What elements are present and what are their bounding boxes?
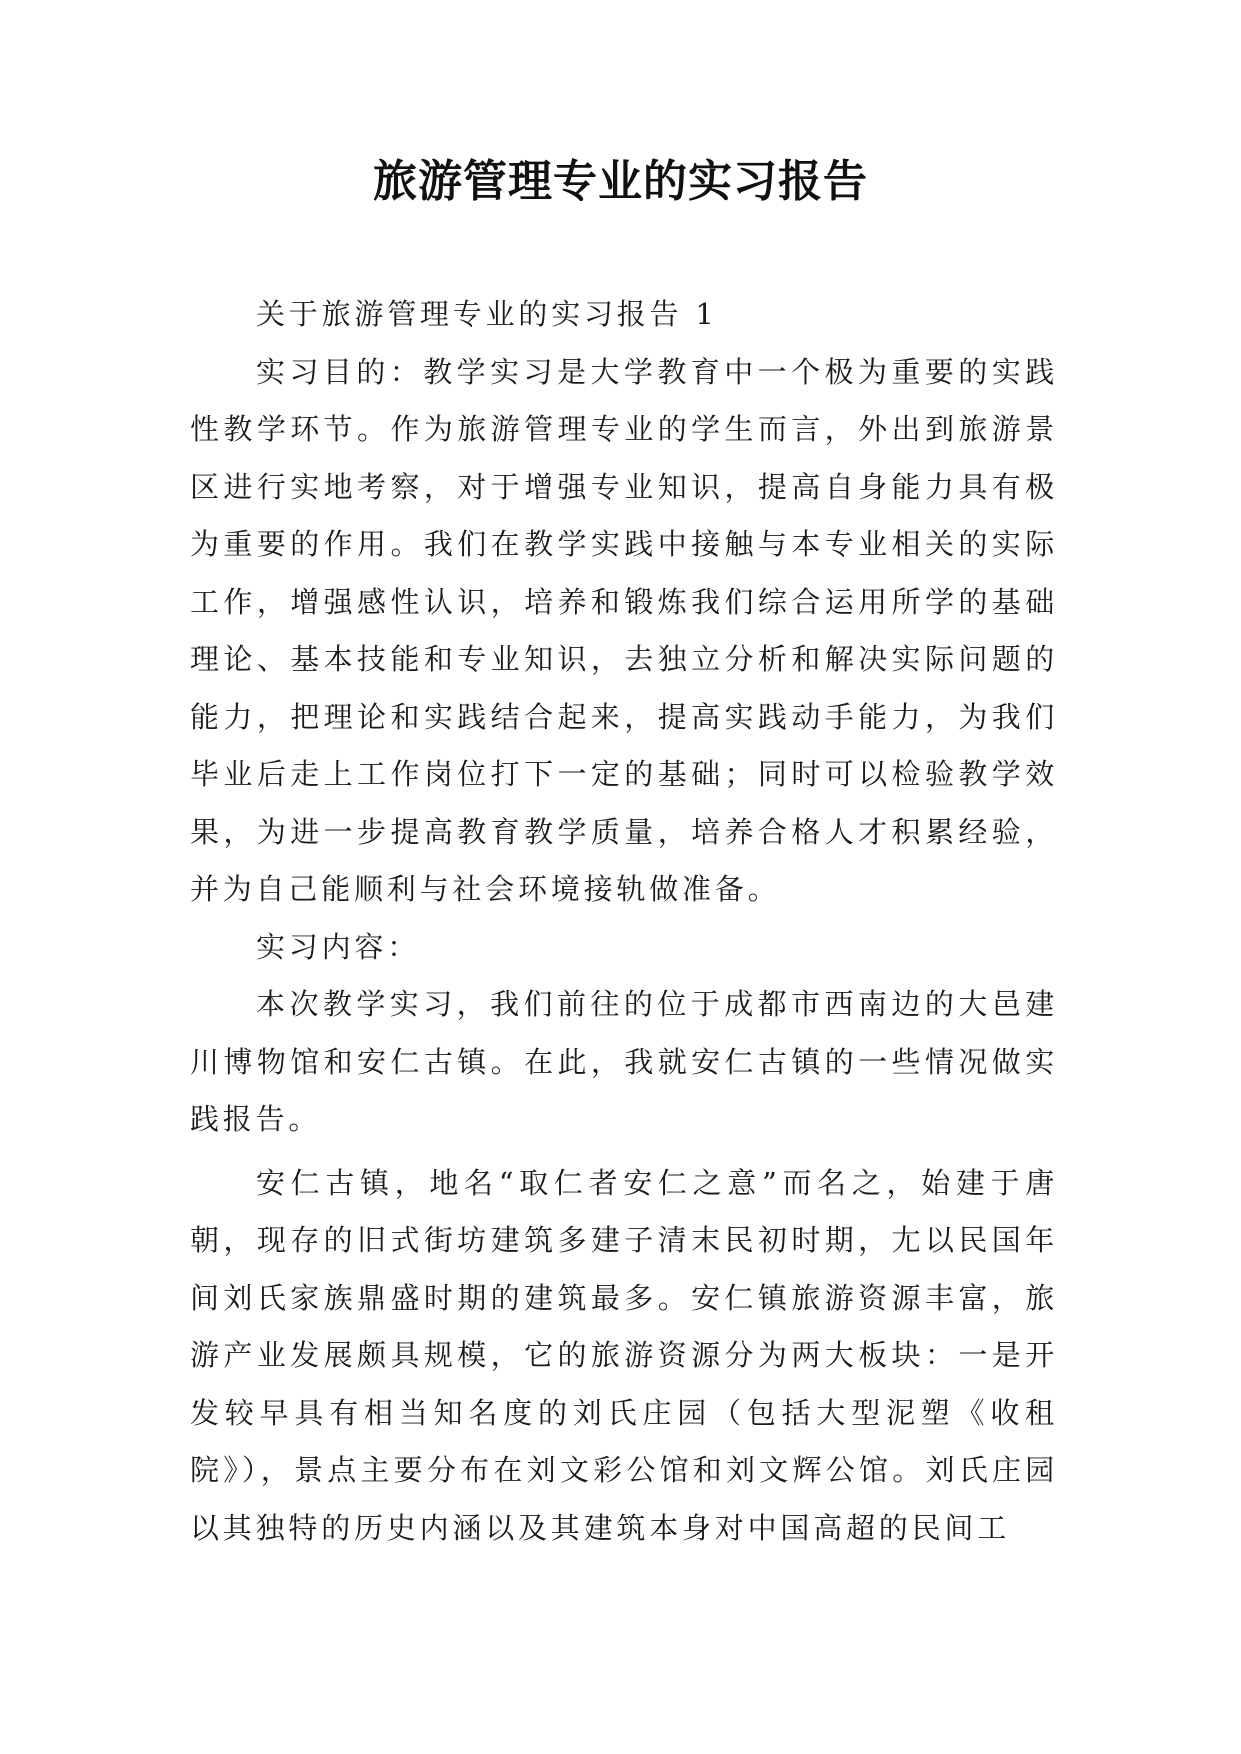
paragraph-anren: 安仁古镇，地名“取仁者安仁之意”而名之，始建于唐朝，现存的旧式街坊建筑多建子清末民初时期，尢以民国年间刘氏家族鼎盛时期的建筑最多。安仁镇旅游资源丰富，旅游产业发展颇具规模，它的旅游资源分为两大板块：一是开发较早具有相当知名度的刘氏庄园（包括大型泥塑《收租院》），景点主要分布在刘文彩公馆和刘文辉公馆。刘氏庄园以其独特的历史内涵以及其建筑本身对中国高超的民间工	[190, 1165, 1058, 1545]
document-title: 旅游管理专业的实习报告	[373, 156, 868, 207]
paragraph-content-heading: 实习内容：	[256, 929, 421, 964]
paragraph-trip: 本次教学实习，我们前往的位于成都市西南边的大邑建川博物馆和安仁古镇。在此，我就安仁古镇的一些情况做实践报告。	[190, 987, 1058, 1136]
section-heading: 关于旅游管理专业的实习报告 1	[256, 297, 718, 331]
paragraph-purpose: 实习目的：教学实习是大学教育中一个极为重要的实践性教学环节。作为旅游管理专业的学生而言，外出到旅游景区进行实地考察，对于增强专业知识，提高自身能力具有极为重要的作用。我们在教学实践中接触与本专业相关的实际工作，增强感性认识，培养和锻炼我们综合运用所学的基础理论、基本技能和专业知识，去独立分析和解决实际问题的能力，把理论和实践结合起来，提高实践动手能力，为我们毕业后走上工作岗位打下一定的基础；同时可以检验教学效果，为进一步提高教育教学质量，培养合格人才积累经验，并为自己能顺利与社会环境接轨做准备。	[190, 354, 1058, 906]
document-body	[190, 286, 1058, 1557]
